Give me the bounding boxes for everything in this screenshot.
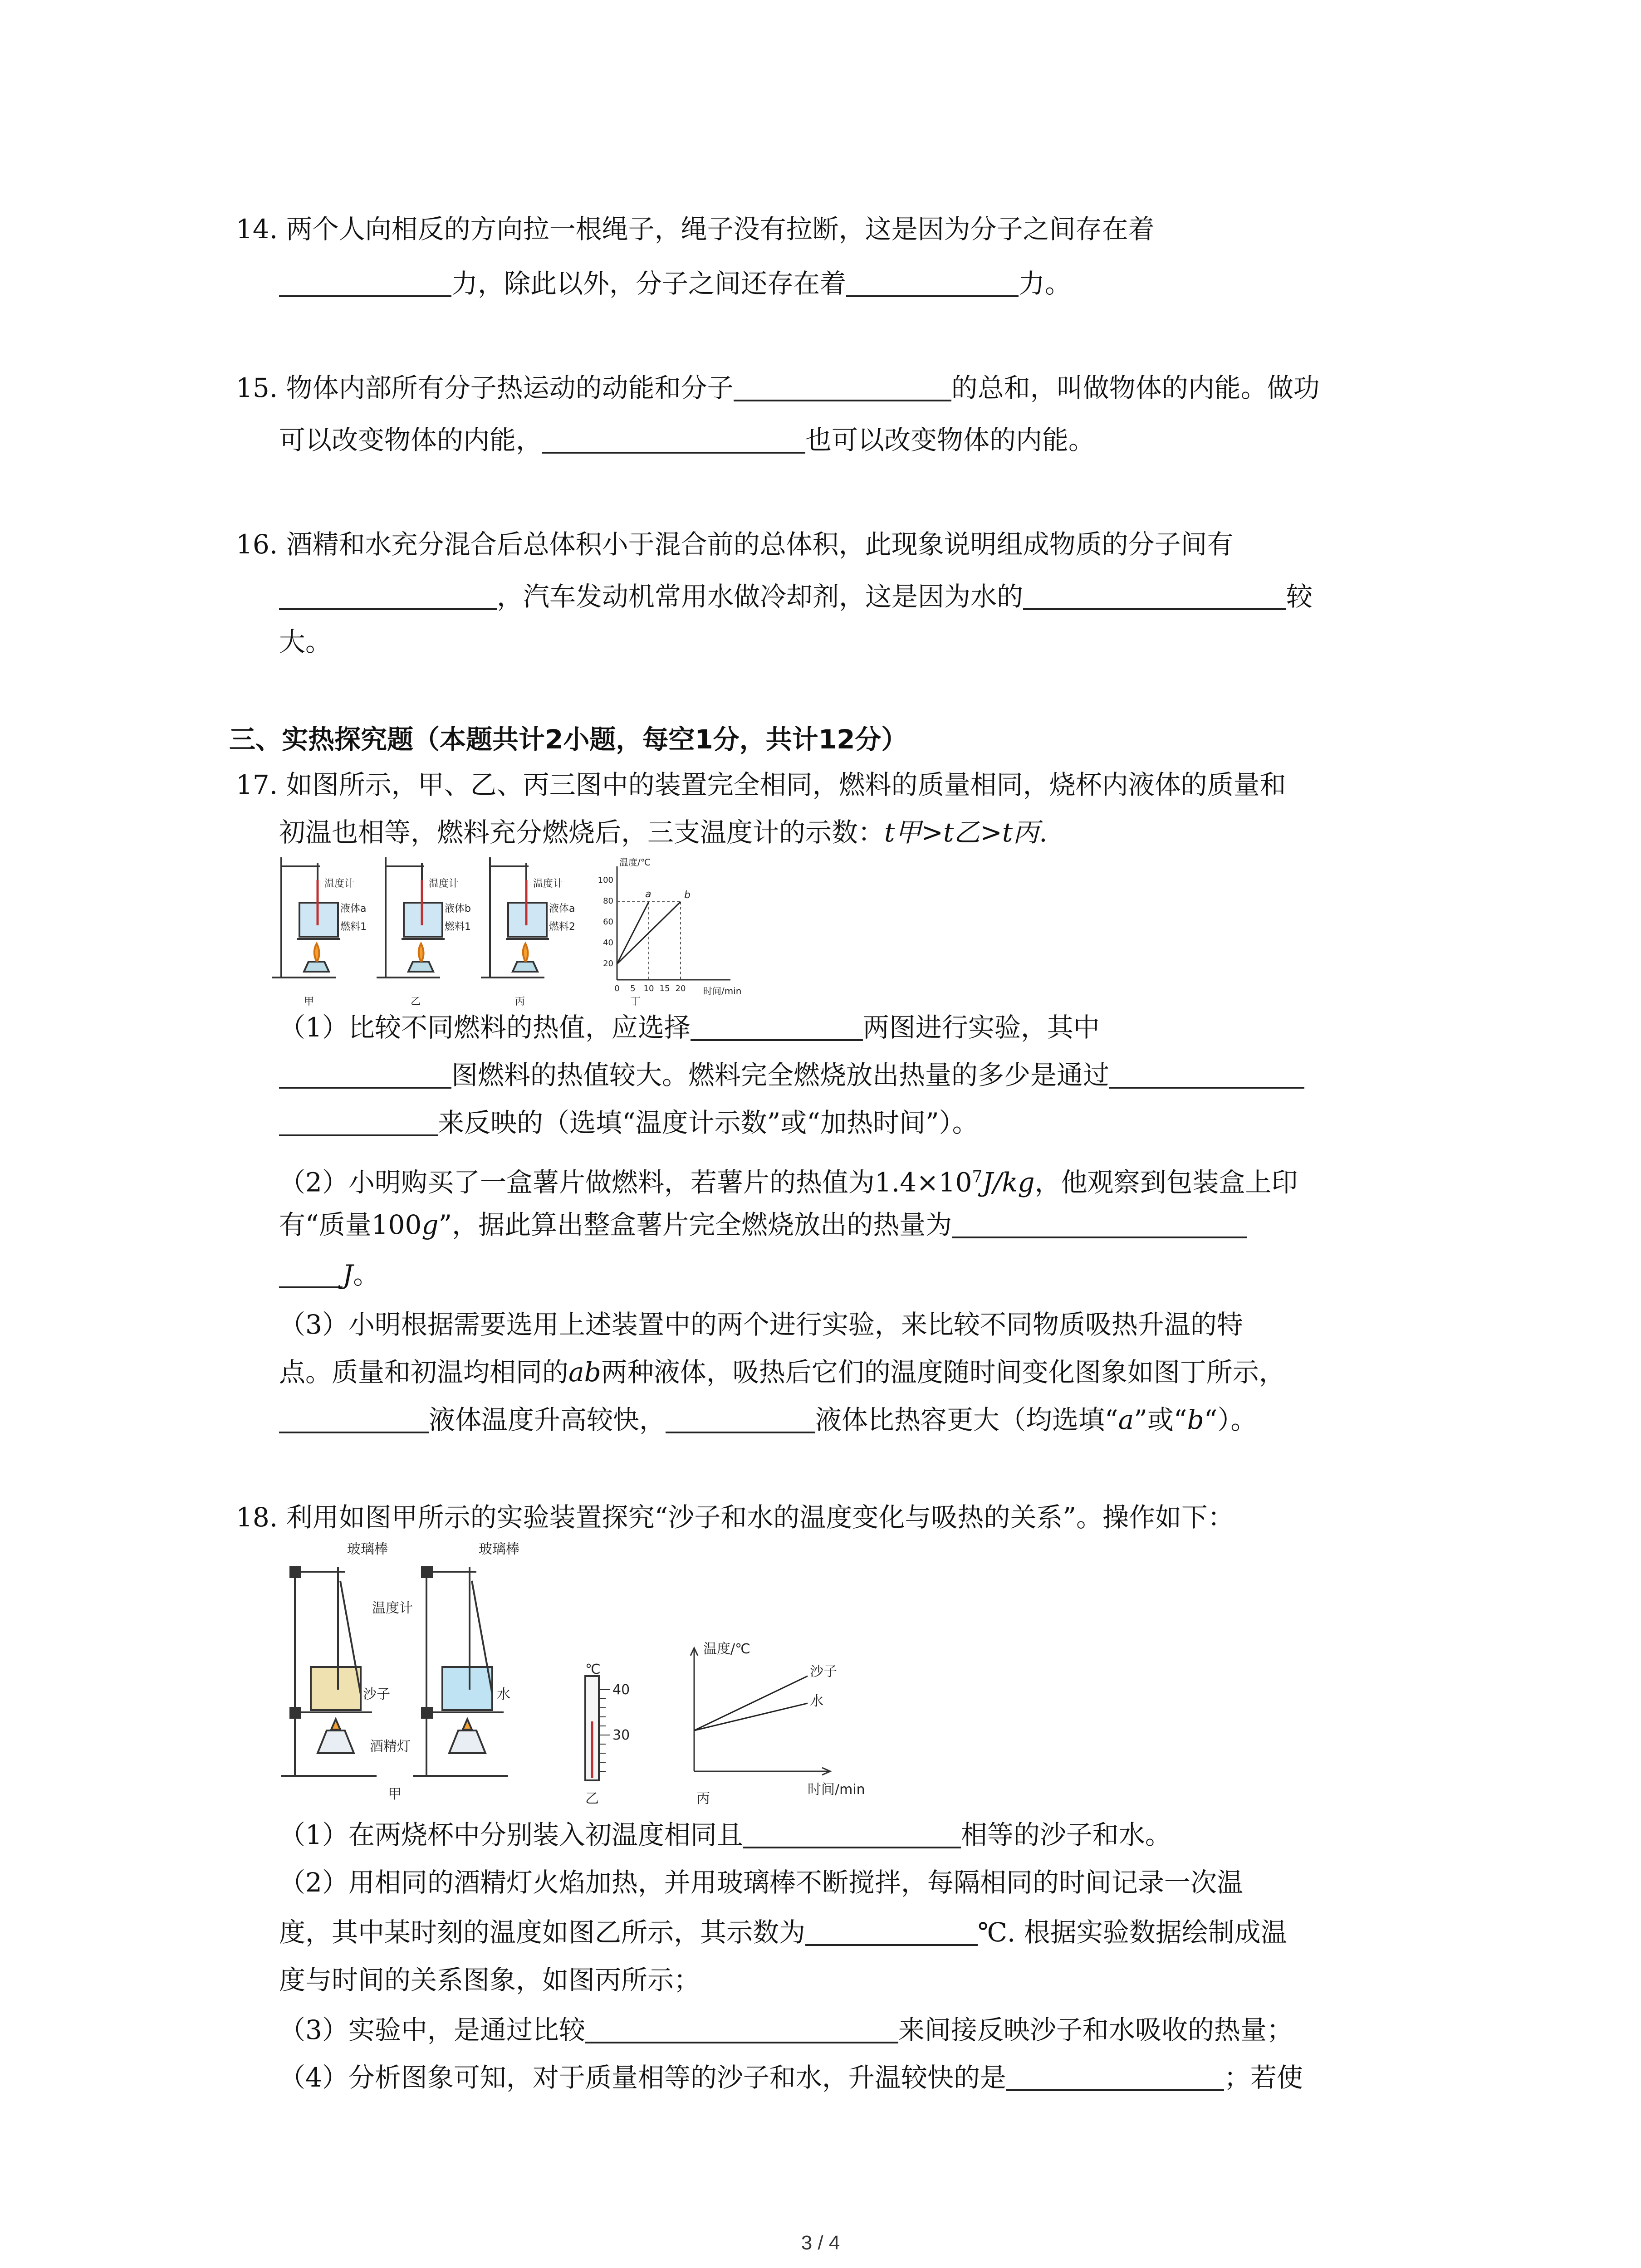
answer-blank[interactable] (1006, 2062, 1224, 2091)
series-water-label: 水 (810, 1693, 823, 1709)
thermo-unit: ℃ (585, 1662, 601, 1677)
caption-bing: 丙 (515, 996, 525, 1007)
answer-blank[interactable] (666, 1404, 815, 1433)
svg-text:20: 20 (603, 959, 613, 968)
answer-blank[interactable] (279, 1259, 343, 1288)
q17-p3-line1: （3）小明根据需要选用上述装置中的两个进行实验，来比较不同物质吸热升温的特 (279, 1309, 1243, 1340)
q18-p3: （3）实验中，是通过比较 来间接反映沙子和水吸收的热量； (279, 2014, 1293, 2045)
label-sand: 沙子 (363, 1686, 390, 1702)
label-liquid: 液体b (445, 903, 471, 914)
q18-line1: 18. 利用如图甲所示的实验装置探究“沙子和水的温度变化与吸热的关系”。操作如下： (236, 1502, 1234, 1533)
svg-text:40: 40 (603, 938, 613, 948)
q16-line2: ，汽车发动机常用水做冷却剂，这是因为水的 较 (279, 578, 1313, 615)
graph-xlabel: 时间/min (703, 986, 742, 997)
q18-p2-line1: （2）用相同的酒精灯火焰加热，并用玻璃棒不断搅拌，每隔相同的时间记录一次温 (279, 1867, 1243, 1898)
q18-p1: （1）在两烧杯中分别装入初温度相同且 相等的沙子和水。 (279, 1819, 1171, 1850)
q15-line2: 可以改变物体的内能， 也可以改变物体的内能。 (279, 425, 1095, 455)
label-thermometer: 温度计 (429, 878, 459, 890)
answer-blank[interactable] (846, 268, 1019, 297)
section-title: 三、实热探究题（本题共计2小题，每空1分，共计12分） (229, 724, 908, 755)
label-glass-rod: 玻璃棒 (347, 1541, 388, 1557)
q16-line3: 大。 (279, 626, 332, 657)
q17-p3-line3: 液体温度升高较快， 液体比热容更大（均选填“a”或“b“）。 (279, 1402, 1257, 1438)
svg-text:20: 20 (675, 984, 686, 993)
graph-ding (598, 857, 742, 997)
answer-blank[interactable] (542, 425, 805, 454)
answer-blank[interactable] (279, 581, 497, 610)
answer-blank[interactable] (743, 1819, 961, 1848)
caption-ding: 丁 (631, 996, 641, 1007)
answer-blank[interactable] (279, 1060, 451, 1089)
q17-line1: 17. 如图所示，甲、乙、丙三图中的装置完全相同，燃料的质量相同，烧杯内液体的质量和 (236, 769, 1286, 800)
answer-blank[interactable] (952, 1209, 1247, 1238)
label-thermometer: 温度计 (533, 878, 563, 890)
svg-text:a: a (645, 889, 652, 900)
label-lamp: 酒精灯 (370, 1739, 411, 1755)
answer-blank[interactable] (1023, 581, 1286, 610)
caption-bing: 丙 (696, 1791, 710, 1807)
q17-p3-line2: 点。质量和初温均相同的ab两种液体，吸热后它们的温度随时间变化图象如图丁所示， (279, 1357, 1285, 1388)
q17-figure (272, 853, 794, 1016)
graph-ylabel: 温度/℃ (703, 1641, 750, 1657)
graph-bing (691, 1641, 865, 1798)
svg-text:5: 5 (630, 984, 636, 993)
svg-text:100: 100 (598, 875, 613, 885)
q17-p2-line2: 有“质量100g”，据此算出整盒薯片完全燃烧放出的热量为 (279, 1207, 1247, 1243)
caption-jia: 甲 (388, 1786, 402, 1802)
q14-line2: 力，除此以外，分子之间还存在着 力。 (279, 265, 1071, 302)
svg-text:b: b (684, 890, 691, 901)
q18-p4: （4）分析图象可知，对于质量相等的沙子和水，升温较快的是 ；若使 (279, 2062, 1303, 2093)
label-glass-rod: 玻璃棒 (479, 1541, 519, 1557)
svg-text:80: 80 (603, 896, 613, 906)
answer-blank[interactable] (279, 1404, 429, 1433)
label-fuel: 燃料2 (549, 921, 575, 933)
label-liquid: 液体a (340, 903, 367, 914)
label-fuel: 燃料1 (340, 921, 367, 933)
thermo-30: 30 (612, 1727, 630, 1743)
q18-figure (272, 1540, 916, 1808)
q17-line2: 初温也相等，燃料充分燃烧后，三支温度计的示数：t甲>t乙>t丙. (279, 817, 1048, 848)
q17-p2-line3: J。 (279, 1256, 379, 1293)
answer-blank[interactable] (279, 268, 451, 297)
q14-line1: 14. 两个人向相反的方向拉一根绳子，绳子没有拉断，这是因为分子之间存在着 (236, 214, 1155, 244)
answer-blank[interactable] (585, 2014, 898, 2043)
q16-line1: 16. 酒精和水充分混合后总体积小于混合前的总体积，此现象说明组成物质的分子间有 (236, 529, 1234, 560)
svg-text:10: 10 (643, 984, 654, 993)
label-thermometer: 温度计 (372, 1600, 413, 1616)
answer-blank[interactable] (691, 1012, 863, 1041)
label-liquid: 液体a (549, 903, 575, 914)
q18-p2-line3: 度与时间的关系图象，如图丙所示； (279, 1965, 700, 1995)
svg-text:15: 15 (659, 984, 670, 993)
svg-text:0: 0 (614, 984, 620, 993)
answer-blank[interactable] (1109, 1060, 1304, 1089)
answer-blank[interactable] (805, 1917, 978, 1946)
series-sand-label: 沙子 (810, 1664, 837, 1680)
caption-yi: 乙 (411, 996, 421, 1007)
caption-jia: 甲 (304, 996, 314, 1007)
q17-p1-line1: （1）比较不同燃料的热值，应选择 两图进行实验，其中 (279, 1012, 1100, 1043)
graph-ylabel: 温度/℃ (619, 857, 651, 868)
svg-text:60: 60 (603, 917, 613, 927)
caption-yi: 乙 (585, 1791, 599, 1807)
q17-p2-line1: （2）小明购买了一盒薯片做燃料，若薯片的热值为$1.4\times 10^7J/kg$，他观察到包装盒上印 (279, 1167, 1298, 1198)
label-water: 水 (497, 1686, 510, 1702)
label-fuel: 燃料1 (445, 921, 471, 933)
answer-blank[interactable] (279, 1107, 438, 1136)
q18-p2-line2: 度，其中某时刻的温度如图乙所示，其示数为 ℃. 根据实验数据绘制成温 (279, 1917, 1287, 1948)
q17-p1-line2: 图燃料的热值较大。燃料完全燃烧放出热量的多少是通过 (279, 1057, 1304, 1093)
label-thermometer: 温度计 (324, 878, 355, 890)
q17-p1-line3: 来反映的（选填“温度计示数”或“加热时间”）。 (279, 1105, 979, 1141)
page-number: 3 / 4 (801, 2232, 840, 2254)
q15-line1: 15. 物体内部所有分子热运动的动能和分子 的总和，叫做物体的内能。做功 (236, 372, 1320, 403)
thermo-40: 40 (612, 1682, 630, 1698)
answer-blank[interactable] (734, 372, 951, 401)
graph-xlabel: 时间/min (808, 1782, 865, 1798)
